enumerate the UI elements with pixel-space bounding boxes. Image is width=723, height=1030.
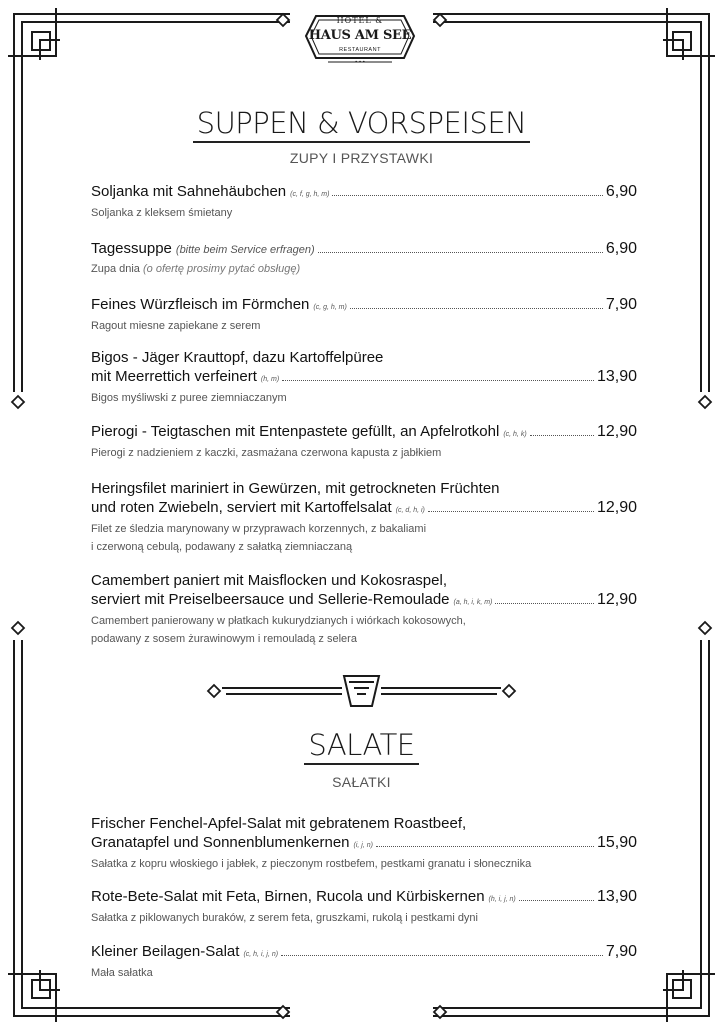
item-price: 13,90 (596, 368, 637, 385)
logo-top-text: HOTEL & (336, 16, 384, 25)
item-price: 15,90 (596, 834, 637, 851)
item-translation: Soljanka z kleksem śmietany (91, 207, 233, 219)
dot-leader (332, 195, 602, 196)
logo-dots: • • • (355, 60, 365, 66)
item-name: Pierogi - Teigtaschen mit Entenpastete gefüllt, an Apfelrotkohl (91, 423, 500, 440)
item-translation: Pierogi z nadzieniem z kaczki, zasmażana czerwona kapusta z jabłkiem (91, 447, 442, 459)
item-translation: Sałatka z piklowanych buraków, z serem feta, gruszkami, rukolą i pestkami dyni (91, 912, 478, 924)
section-subtitle-salads: SAŁATKI (332, 774, 391, 790)
item-name-line1: Frischer Fenchel-Apfel-Salat mit gebratenem Roastbeef, (91, 815, 467, 832)
dot-leader (318, 252, 603, 253)
divider-ornament (222, 676, 501, 706)
item-translation: Filet ze śledzia marynowany w przyprawach korzennych, z bakaliami (91, 523, 427, 535)
item-allergens: (c, f, g, h, m) (290, 191, 330, 198)
logo-name: HAUS AM SEE (308, 28, 412, 43)
dot-leader (376, 846, 594, 847)
item-name-line1: Camembert paniert mit Maisflocken und Kokosraspel, (91, 572, 447, 589)
menu-item (91, 814, 637, 873)
item-allergens: (a, h, i, k, m) (453, 599, 493, 606)
item-translation-line2: podawany z sosem żurawinowym i remouladą z selera (91, 633, 357, 645)
item-allergens: (c, h, i, j, n) (243, 951, 279, 958)
menu-item (91, 348, 637, 407)
item-price: 6,90 (605, 240, 637, 257)
item-price: 7,90 (605, 296, 637, 313)
menu-item (91, 942, 637, 982)
menu-item (91, 295, 637, 335)
item-price: 7,90 (605, 943, 637, 960)
dot-leader (281, 955, 603, 956)
menu-item (91, 182, 637, 222)
item-price: 12,90 (596, 591, 637, 608)
dot-leader (282, 380, 594, 381)
item-allergens: (c, d, h, i) (395, 507, 425, 514)
item-name: mit Meerrettich verfeinert (91, 368, 257, 385)
dot-leader (350, 308, 603, 309)
item-translation: Bigos myśliwski z puree ziemniaczanym (91, 392, 287, 404)
menu-item (91, 479, 637, 556)
item-allergens: (c, h, k) (503, 431, 527, 438)
item-price: 13,90 (596, 888, 637, 905)
item-translation-note: (o ofertę prosimy pytać obsługę) (143, 263, 301, 275)
dot-leader (530, 435, 594, 436)
item-name: serviert mit Preiselbeersauce und Sellerie-Remoulade (91, 591, 450, 608)
section-title-soups: SUPPEN & VORSPEISEN (0, 106, 723, 143)
item-name: Rote-Bete-Salat mit Feta, Birnen, Rucola und Kürbiskernen (91, 888, 485, 905)
menu-item (91, 422, 637, 462)
item-allergens: (c, g, h, m) (313, 304, 347, 311)
section-title-salads: SALATE (0, 728, 723, 765)
item-price: 12,90 (596, 423, 637, 440)
item-translation-line2: i czerwoną cebulą, podawany z sałatką ziemniaczaną (91, 541, 353, 553)
dot-leader (428, 511, 594, 512)
item-note: (bitte beim Service erfragen) (175, 244, 315, 256)
item-translation: Camembert panierowany w płatkach kukurydzianych i wiórkach kokosowych, (91, 615, 466, 627)
item-name-line1: Heringsfilet mariniert in Gewürzen, mit getrockneten Früchten (91, 480, 500, 497)
menu-item (91, 239, 637, 278)
item-allergens: (h, m) (260, 376, 280, 383)
item-price: 12,90 (596, 499, 637, 516)
hotel-logo (298, 6, 422, 70)
logo-bottom-text: RESTAURANT (339, 47, 381, 53)
dot-leader (495, 603, 594, 604)
item-name: Kleiner Beilagen-Salat (91, 943, 240, 960)
item-name: Granatapfel und Sonnenblumenkernen (91, 834, 350, 851)
item-name-line1: Bigos - Jäger Krauttopf, dazu Kartoffelpüree (91, 349, 384, 366)
item-translation: Zupa dnia (o ofertę prosimy pytać obsługę) (91, 263, 301, 275)
item-price: 6,90 (605, 183, 637, 200)
item-name: und roten Zwiebeln, serviert mit Kartoffelsalat (91, 499, 392, 516)
item-name: Tagessuppe (91, 240, 172, 257)
item-allergens: (h, i, j, n) (488, 896, 516, 903)
item-translation: Mała sałatka (91, 967, 153, 979)
item-name: Soljanka mit Sahnehäubchen (91, 183, 287, 200)
menu-item (91, 887, 637, 927)
item-translation: Ragout miesne zapiekane z serem (91, 320, 261, 332)
section-subtitle-soups: ZUPY I PRZYSTAWKI (289, 150, 434, 166)
menu-item (91, 571, 637, 648)
dot-leader (519, 900, 594, 901)
item-translation: Sałatka z kopru włoskiego i jabłek, z pieczonym rostbefem, pestkami granatu i słonecznika (91, 858, 532, 870)
item-allergens: (i, j, n) (353, 842, 373, 849)
item-name: Feines Würzfleisch im Förmchen (91, 296, 310, 313)
